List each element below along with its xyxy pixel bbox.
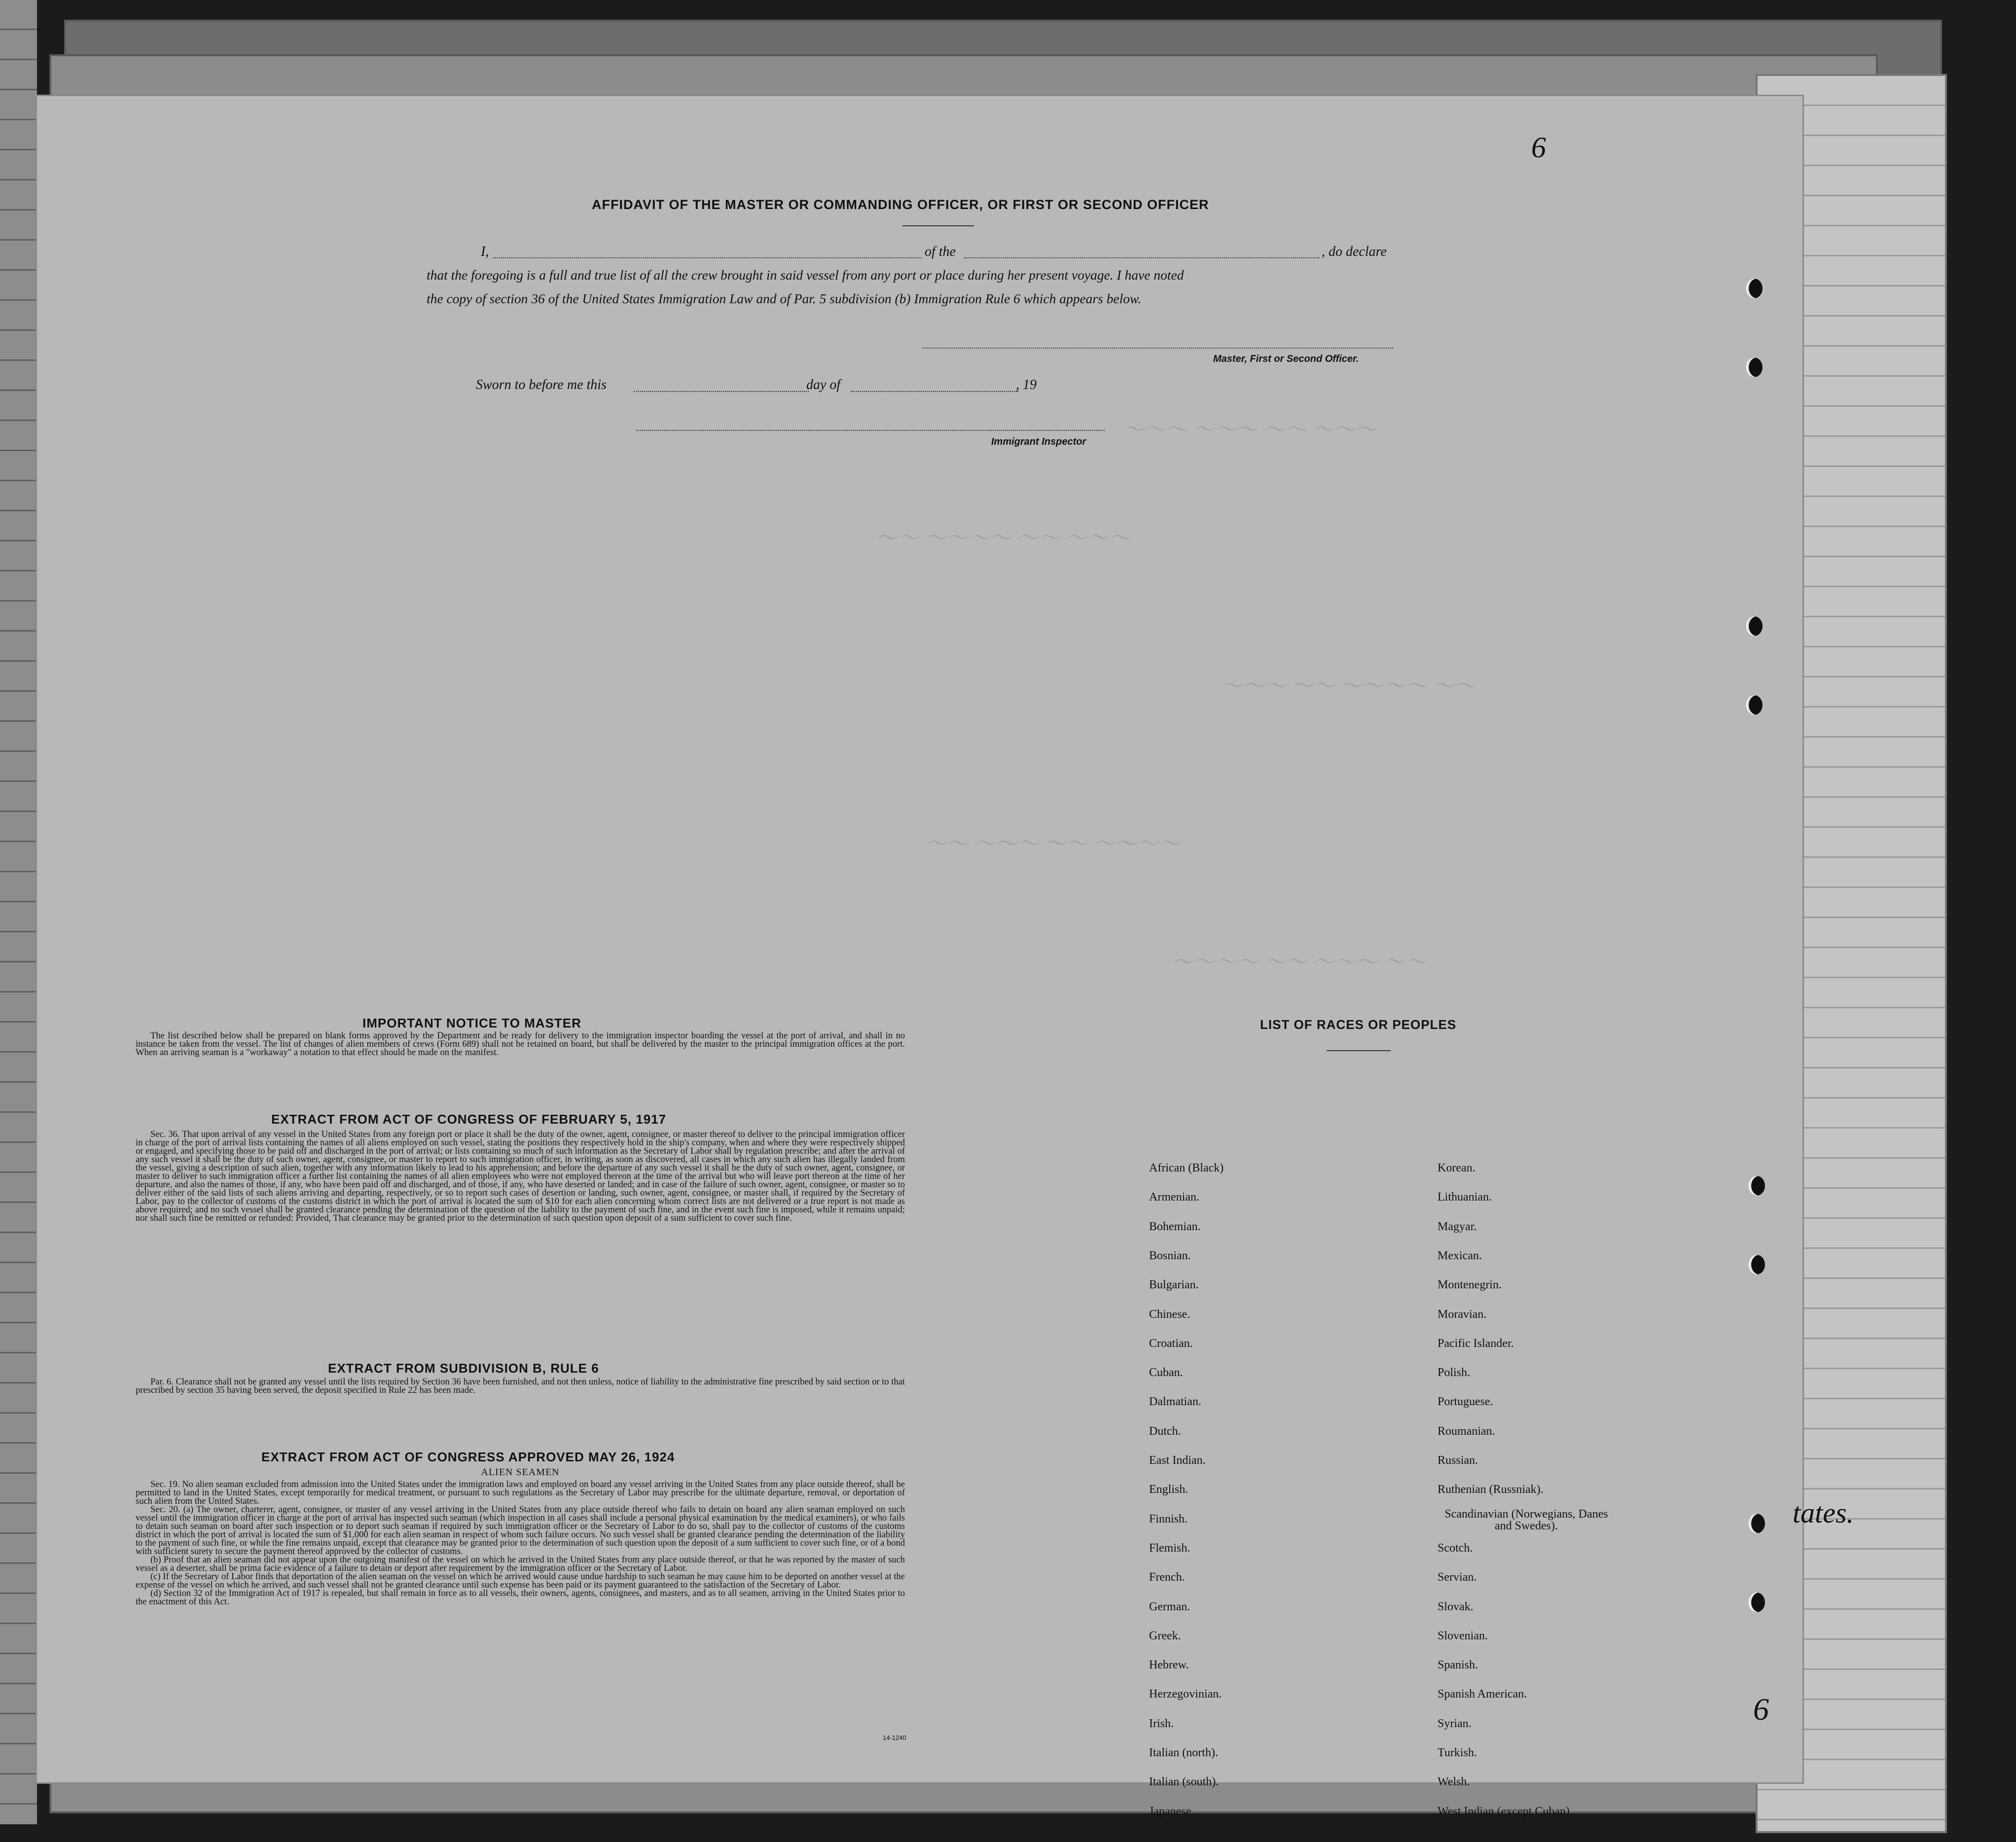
affidavit-i-label: I, bbox=[481, 244, 489, 259]
race-item: German. bbox=[1149, 1600, 1190, 1613]
races-title: LIST OF RACES OR PEOPLES bbox=[1260, 1017, 1457, 1032]
race-item: Pacific Islander. bbox=[1438, 1337, 1514, 1350]
race-item: Syrian. bbox=[1438, 1717, 1472, 1730]
race-item: Italian (south). bbox=[1149, 1775, 1219, 1789]
race-item: English. bbox=[1149, 1483, 1188, 1496]
bleed-through-3: ～～～ ～～ ～～～～ ～～ bbox=[1221, 674, 1476, 698]
sworn-label: Sworn to before me this bbox=[476, 377, 607, 392]
extract-1917-text bbox=[136, 1131, 905, 1223]
races-divider bbox=[1327, 1050, 1391, 1051]
race-item: Servian. bbox=[1438, 1571, 1477, 1584]
race-item: Montenegrin. bbox=[1438, 1278, 1502, 1292]
race-item: Armenian. bbox=[1149, 1191, 1199, 1204]
race-item: Hebrew. bbox=[1149, 1659, 1189, 1672]
race-item: Herzegovinian. bbox=[1149, 1688, 1222, 1701]
affidavit-of-the: of the bbox=[925, 244, 956, 259]
race-item: Ruthenian (Russniak). bbox=[1438, 1483, 1544, 1496]
alien-seamen-subtitle: ALIEN SEAMEN bbox=[481, 1467, 560, 1478]
race-item: French. bbox=[1149, 1571, 1185, 1584]
vessel-field-line[interactable] bbox=[964, 257, 1319, 258]
inspector-signature-line[interactable] bbox=[636, 430, 1105, 431]
officer-caption: Master, First or Second Officer. bbox=[1213, 354, 1359, 364]
race-item: Portuguese. bbox=[1438, 1395, 1493, 1409]
race-item: Greek. bbox=[1149, 1629, 1181, 1642]
race-item: Mexican. bbox=[1438, 1249, 1482, 1262]
extract-1924-title: EXTRACT FROM ACT OF CONGRESS APPROVED MAY 26, 1924 bbox=[261, 1450, 675, 1464]
year-label: , 19 bbox=[1016, 377, 1037, 392]
bleed-through-1: ～～～ ～～～ ～～ ～～～ bbox=[1122, 418, 1377, 442]
sec-36-paragraph: Sec. 36. That upon arrival of any vessel in the United States from any foreign port or place it shall be the duty of the owner, agent, consignee, or master thereof to deliver to the principal immigration officer in charge of the port of arrival lists containing the names of all aliens employed on such vessel, stating the positions they respectively hold in the ship's company, when and where they were respectively shipped or engaged, and specifying those to be paid off and discharged in the port of arrival; or lists containing so much of such information as the Secretary of Labor shall by regulation prescribe; and after the arrival of any such vessel it shall be the duty of such owner, agent, consignee, or master to report to such immigration officer, in writing, as soon as discovered, all cases in which any such alien has illegally landed from the vessel, giving a description of such alien, together with any information likely to lead to his apprehension; and before the departure of any such vessel it shall be the duty of such owner, agent, consignee, or master to deliver to such immigration officer a further list containing the names of all alien employees who were not employed thereon at the time of the arrival but who will leave port thereon at the time of her departure, and also the names of those, if any, who have been paid off and discharged, and of those, if any, who have deserted or landed; and in case of the failure of such owner, agent, consignee, or master so to deliver either of the said lists of such aliens arriving and departing, respectively, or so to report such cases of desertion or landing, such owner, agent, consignee, or master shall, if required by the Secretary of Labor, pay to the collector of customs of the customs district in which the port of arrival is located the sum of $10 for each alien concerning whom correct lists are not delivered or a true report is not made as above required; and no such vessel shall be granted clearance pending the determination of the question of the liability to the payment of such fine, and in the event such fine is imposed, while it remains unpaid; nor shall such fine be remitted or refunded: Provided, That clearance may be granted prior to the determination of such question upon deposit of a sum sufficient to cover such fine. bbox=[136, 1130, 905, 1223]
race-item: Bohemian. bbox=[1149, 1220, 1201, 1233]
inspector-caption: Immigrant Inspector bbox=[991, 436, 1086, 447]
race-item: Turkish. bbox=[1438, 1746, 1477, 1759]
notice-text bbox=[136, 1032, 905, 1057]
affidavit-line-3: the copy of section 36 of the United States Immigration Law and of Par. 5 subdivision (b) Immigration Rule 6 which appears below. bbox=[427, 291, 1142, 306]
sec-20a-paragraph: Sec. 20. (a) The owner, charterer, agent, consignee, or master of any vessel arriving in the United States from any place outside thereof who fails to detain on board any alien seaman employed on such vessel until the immigration officer in charge at the port of arrival has inspected such seaman (which inspection in all cases shall include a personal physical examination by the medical examiners), or who fails to detain such seaman on board after such inspection or to deport such seaman if required by such immigration officer or the Secretary of Labor to do so, shall pay to the collector of customs of the customs district in which the port of arrival is located the sum of $1,000 for each alien seaman in respect of whom such failure occurs. No such vessel shall be granted clearance pending the determination of the liability to the payment of such fine, or while the fine remains unpaid, except that clearance may be granted prior to the determination of such question upon the deposit of a sum sufficient to cover such fine, or of a bond with sufficient surety to secure the payment thereof approved by the collector of customs. bbox=[136, 1505, 905, 1557]
binder-hole-6 bbox=[1748, 1255, 1765, 1275]
race-item: African (Black) bbox=[1149, 1162, 1224, 1174]
race-item: Slovenian. bbox=[1438, 1629, 1488, 1642]
binder-hole-5 bbox=[1748, 1176, 1765, 1196]
race-item: Slovak. bbox=[1438, 1600, 1474, 1613]
handwritten-page-number-bottom: 6 bbox=[1753, 1692, 1769, 1727]
binder-hole-1 bbox=[1746, 279, 1763, 298]
race-item: Moravian. bbox=[1438, 1308, 1487, 1321]
race-item: Finnish. bbox=[1149, 1512, 1188, 1525]
officer-signature-line[interactable] bbox=[922, 348, 1393, 349]
race-item: Russian. bbox=[1438, 1454, 1478, 1467]
notice-paragraph: The list described below shall be prepared on blank forms approved by the Department and be ready for delivery to the immigration inspector boarding the vessel at the port of arrival, and shall in no instance be taken from the vessel. The list of changes of alien members of crews (Form 689) shall not be retained on board, but shall be delivered by the master to the principal immigration offices at the port. When an arriving seaman is a "workaway" a notation to that effect should be made on the manifest. bbox=[136, 1031, 905, 1058]
form-number: 14-1240 bbox=[883, 1734, 906, 1741]
race-item: Flemish. bbox=[1149, 1541, 1190, 1555]
race-item: Irish. bbox=[1149, 1717, 1174, 1730]
race-item: Bosnian. bbox=[1149, 1249, 1191, 1262]
sworn-month-line[interactable] bbox=[851, 391, 1018, 392]
extract-1917-title: EXTRACT FROM ACT OF CONGRESS OF FEBRUARY 5, 1917 bbox=[271, 1112, 667, 1127]
race-item: Chinese. bbox=[1149, 1308, 1190, 1321]
extract-rule6-title: EXTRACT FROM SUBDIVISION B, RULE 6 bbox=[328, 1361, 599, 1376]
affidavit-do-declare: , do declare bbox=[1322, 244, 1387, 259]
sec-20d-paragraph: (d) Section 32 of the Immigration Act of 1917 is repealed, but shall remain in force as to all vessels, their owners, agents, consignees, and masters, and as to all seamen, arriving in the United States prior to the enactment of this Act. bbox=[136, 1589, 905, 1607]
affidavit-title: AFFIDAVIT OF THE MASTER OR COMMANDING OFFICER, OR FIRST OR SECOND OFFICER bbox=[592, 197, 1209, 212]
sec-19-paragraph: Sec. 19. No alien seaman excluded from admission into the United States under the immigration laws and employed on board any vessel arriving in the United States from any place outside thereof, shall be permitted to land in the United States, except temporarily for medical treatment, or pursuant to such regulations as the Secretary of Labor may prescribe for the ultimate departure, removal, or deportation of such alien from the United States. bbox=[136, 1480, 905, 1506]
race-item: Welsh. bbox=[1438, 1775, 1470, 1789]
sec-20b-paragraph: (b) Proof that an alien seaman did not appear upon the outgoing manifest of the vessel on which he arrived in the United States from any place outside thereof, or that he was reported by the master of such vessel as a deserter, shall be prima facie evidence of a failure to detain or deport after requirement by the immigration officer or the Secretary of Labor. bbox=[136, 1555, 905, 1573]
race-item: Japanese. bbox=[1149, 1805, 1194, 1818]
binder-hole-2 bbox=[1746, 357, 1763, 377]
race-item: West Indian (except Cuban). bbox=[1438, 1805, 1573, 1818]
race-item: Polish. bbox=[1438, 1366, 1471, 1380]
race-item: Magyar. bbox=[1438, 1220, 1477, 1233]
race-item: Spanish American. bbox=[1438, 1688, 1527, 1701]
notice-title: IMPORTANT NOTICE TO MASTER bbox=[362, 1016, 581, 1030]
race-item: Croatian. bbox=[1149, 1337, 1193, 1350]
race-item: Scotch. bbox=[1438, 1541, 1473, 1555]
race-item: Italian (north). bbox=[1149, 1746, 1218, 1759]
document-sheet bbox=[37, 96, 1854, 1818]
bleed-through-2: ～～ ～～～～ ～～ ～～～ bbox=[875, 526, 1130, 550]
extract-1924-text bbox=[136, 1481, 905, 1606]
race-item: Dutch. bbox=[1149, 1424, 1181, 1438]
extract-rule6-text bbox=[136, 1378, 905, 1395]
race-item: Cuban. bbox=[1149, 1366, 1183, 1380]
binder-hole-4 bbox=[1746, 695, 1763, 715]
handwritten-margin-fragment: tates. bbox=[1793, 1497, 1854, 1529]
race-item: Korean. bbox=[1438, 1162, 1476, 1174]
race-item: Spanish. bbox=[1438, 1659, 1478, 1672]
sec-20c-paragraph: (c) If the Secretary of Labor finds that deportation of the alien seaman on the vessel on which he arrived would cause undue hardship to such seaman he may cause him to be deported on another vessel at the expense of the vessel on which he arrived, and such vessel shall not be granted clearance until such expense has been paid or its payment guaranteed to the satisfaction of the Secretary of Labor. bbox=[136, 1572, 905, 1590]
bleed-through-5: ～～～～ ～～ ～～～ ～～ bbox=[1171, 950, 1426, 974]
race-item: Roumanian. bbox=[1438, 1424, 1495, 1438]
bleed-through-4: ～～ ～～～ ～～ ～～～～ bbox=[925, 832, 1180, 856]
par-6-paragraph: Par. 6. Clearance shall not be granted any vessel until the lists required by Section 36 have been furnished, and not then unless, notice of liability to the administrative fine prescribed by said section or to that prescribed by section 35 having been served, the deposit specified in Rule 22 has been made. bbox=[136, 1377, 905, 1395]
handwritten-page-number-top: 6 bbox=[1531, 131, 1546, 164]
binder-hole-7 bbox=[1748, 1514, 1765, 1533]
sworn-day-line[interactable] bbox=[634, 391, 809, 392]
day-of-label: day of bbox=[806, 377, 841, 392]
race-item: East Indian. bbox=[1149, 1454, 1206, 1467]
affidavit-line-2: that the foregoing is a full and true list of all the crew brought in said vessel from any port or place during her present voyage. I have noted bbox=[427, 267, 1184, 283]
binder-hole-8 bbox=[1748, 1593, 1765, 1612]
race-item: Dalmatian. bbox=[1149, 1395, 1201, 1409]
race-item: Scandinavian (Norwegians, Danes and Swedes). bbox=[1444, 1507, 1608, 1532]
ruled-background-left bbox=[0, 0, 37, 1824]
name-field-line[interactable] bbox=[493, 257, 922, 258]
race-item: Bulgarian. bbox=[1149, 1278, 1199, 1292]
binder-hole-3 bbox=[1746, 616, 1763, 636]
title-divider bbox=[902, 225, 974, 226]
race-item: Lithuanian. bbox=[1438, 1191, 1492, 1204]
